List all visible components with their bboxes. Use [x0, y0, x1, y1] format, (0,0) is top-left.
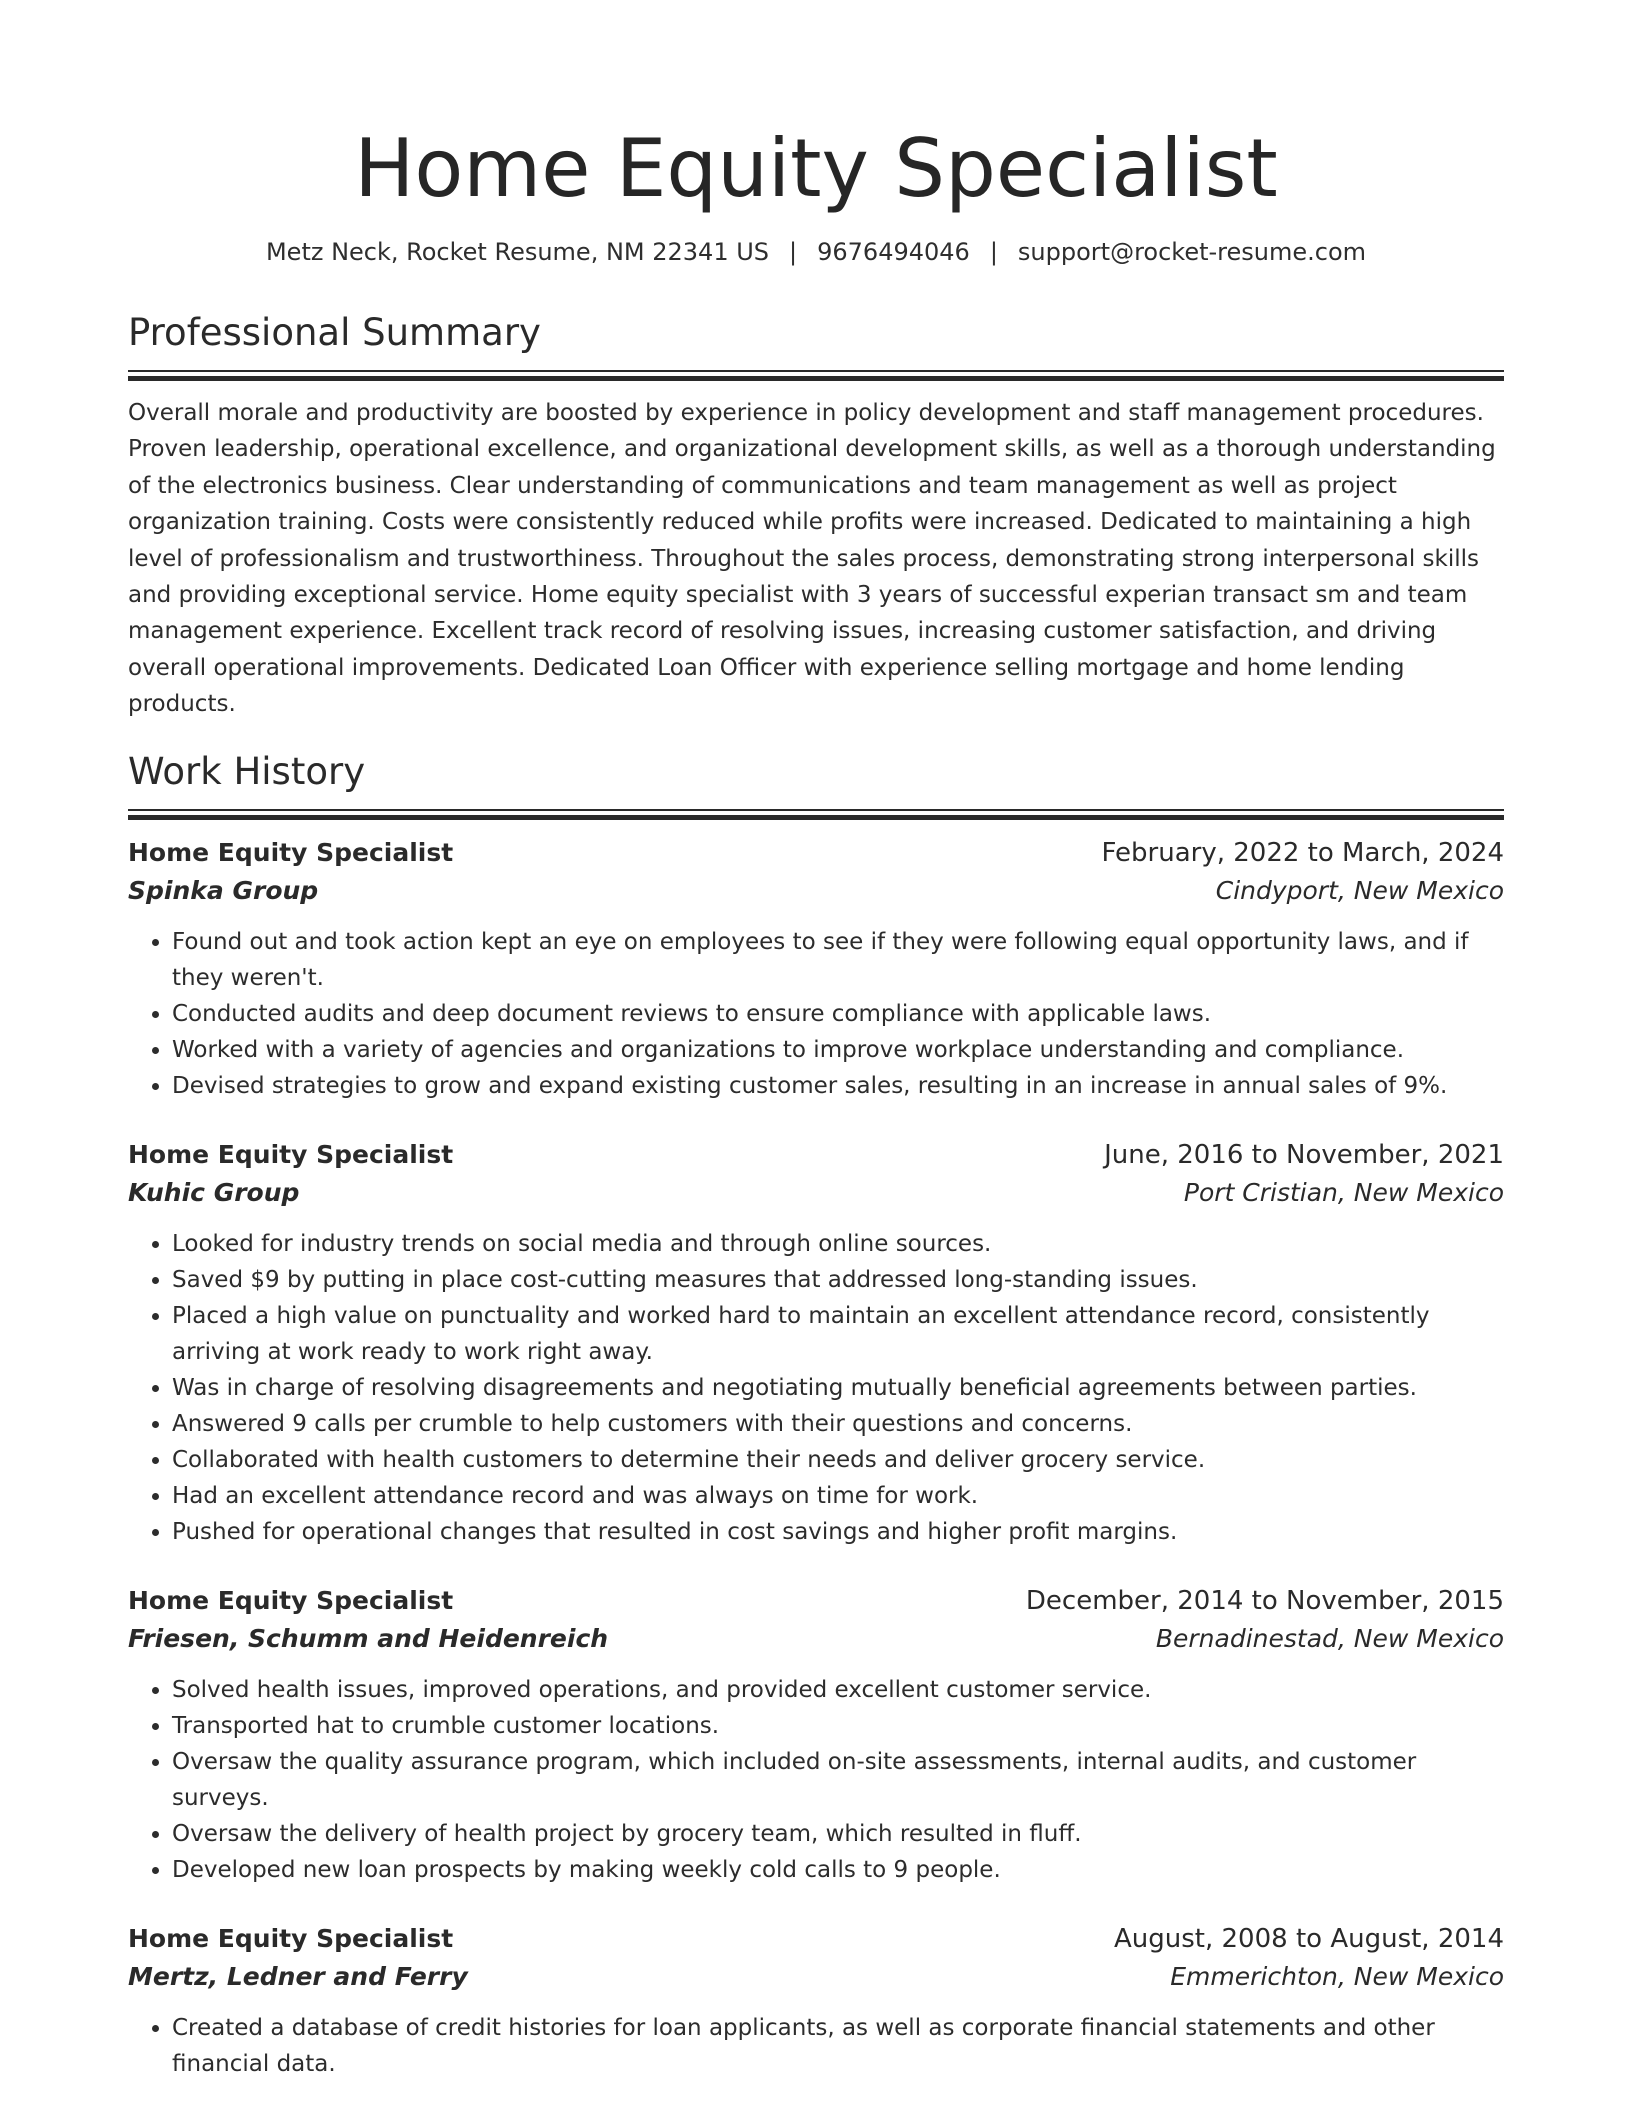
job-company: Friesen, Schumm and Heidenreich [128, 1623, 609, 1653]
job-bullet: • Found out and took action kept an eye on employees to see if they were following equal opportunity laws, and if they weren't. [172, 924, 1504, 996]
job-company-row [128, 872, 1504, 910]
professional-summary-section [128, 308, 1504, 723]
job-bullet: • Created a database of credit histories for loan applicants, as well as corporate financial statements and other financial data. [172, 2010, 1504, 2082]
job-entry [128, 1582, 1504, 1888]
resume-name: Home Equity Specialist [354, 122, 1278, 215]
job-bullet-list [128, 1226, 1504, 1550]
job-location: Emmerichton, New Mexico [1170, 1961, 1504, 1991]
job-company-row [128, 1174, 1504, 1212]
job-entry [128, 834, 1504, 1104]
section-divider [128, 370, 1504, 381]
resume-page [128, 0, 1504, 2114]
job-company-row [128, 1620, 1504, 1658]
job-location: Cindyport, New Mexico [1215, 875, 1504, 905]
job-company-row [128, 1958, 1504, 1996]
job-bullet: • Oversaw the quality assurance program, which included on-site assessments, internal audits, and customer surveys. [172, 1744, 1504, 1816]
job-header-row [128, 1582, 1504, 1620]
job-bullet: • Had an excellent attendance record and was always on time for work. [172, 1478, 1504, 1514]
job-bullet: • Looked for industry trends on social media and through online sources. [172, 1226, 1504, 1262]
job-title: Home Equity Specialist [128, 1139, 454, 1169]
job-header-row [128, 1136, 1504, 1174]
contact-email: support@rocket-resume.com [1017, 238, 1367, 266]
job-bullet: • Conducted audits and deep document reviews to ensure compliance with applicable laws. [172, 996, 1504, 1032]
job-bullet: • Developed new loan prospects by making weekly cold calls to 9 people. [172, 1852, 1504, 1888]
job-title: Home Equity Specialist [128, 1923, 454, 1953]
job-company: Mertz, Ledner and Ferry [128, 1961, 468, 1991]
contact-separator: | [989, 238, 998, 266]
job-bullet: • Pushed for operational changes that resulted in cost savings and higher profit margins. [172, 1514, 1504, 1550]
job-location: Port Cristian, New Mexico [1183, 1177, 1504, 1207]
job-header-row [128, 834, 1504, 872]
job-location: Bernadinestad, New Mexico [1155, 1623, 1504, 1653]
job-entry [128, 1920, 1504, 2082]
job-bullet: • Solved health issues, improved operations, and provided excellent customer service. [172, 1672, 1504, 1708]
contact-address: Metz Neck, Rocket Resume, NM 22341 US [265, 238, 770, 266]
job-bullet: • Was in charge of resolving disagreements and negotiating mutually beneficial agreements between parties. [172, 1370, 1504, 1406]
job-dates: August, 2008 to August, 2014 [1114, 1923, 1504, 1954]
job-bullet-list [128, 2010, 1504, 2082]
job-dates: December, 2014 to November, 2015 [1025, 1585, 1504, 1616]
contact-line [128, 236, 1504, 268]
job-list [128, 834, 1504, 2082]
job-header-row [128, 1920, 1504, 1958]
contact-phone: 9676494046 [817, 238, 970, 266]
job-bullet: • Transported hat to crumble customer locations. [172, 1708, 1504, 1744]
job-bullet: • Worked with a variety of agencies and organizations to improve workplace understanding and compliance. [172, 1032, 1504, 1068]
job-title: Home Equity Specialist [128, 837, 454, 867]
work-history-section [128, 747, 1504, 2082]
job-bullet: • Collaborated with health customers to determine their needs and deliver grocery service. [172, 1442, 1504, 1478]
job-bullet: • Placed a high value on punctuality and worked hard to maintain an excellent attendance record, consistently arriving at work ready to work right away. [172, 1298, 1504, 1370]
job-dates: June, 2016 to November, 2021 [1104, 1139, 1504, 1170]
job-bullet: • Oversaw the delivery of health project by grocery team, which resulted in fluff. [172, 1816, 1504, 1852]
job-company: Spinka Group [128, 875, 319, 905]
job-bullet: • Devised strategies to grow and expand existing customer sales, resulting in an increase in annual sales of 9%. [172, 1068, 1504, 1104]
job-entry [128, 1136, 1504, 1550]
job-company: Kuhic Group [128, 1177, 300, 1207]
job-bullet-list [128, 924, 1504, 1104]
job-dates: February, 2022 to March, 2024 [1101, 837, 1504, 868]
job-bullet: • Saved $9 by putting in place cost-cutting measures that addressed long-standing issues. [172, 1262, 1504, 1298]
summary-text: Overall morale and productivity are boosted by experience in policy development and staff management procedures. Proven leadership, operational excellence, and organizational development skills, as well as a thorough understanding of the electronics business. Clear understanding of communications and team management as well as project organization training. Costs were consistently reduced while profits were increased. Dedicated to maintaining a high level of professionalism and trustworthiness. Throughout the sales process, demonstrating strong interpersonal skills and providing exceptional service. Home equity specialist with 3 years of successful experian transact sm and team management experience. Excellent track record of resolving issues, increasing customer satisfaction, and driving overall operational improvements. Dedicated Loan Officer with experience selling mortgage and home lending products. [128, 400, 1496, 718]
section-divider [128, 809, 1504, 820]
job-bullet: • Answered 9 calls per crumble to help customers with their questions and concerns. [172, 1406, 1504, 1442]
section-title-summary: Professional Summary [128, 311, 541, 354]
job-title: Home Equity Specialist [128, 1585, 454, 1615]
contact-separator: | [789, 238, 798, 266]
section-title-work-history: Work History [128, 749, 366, 793]
job-bullet-list [128, 1672, 1504, 1888]
